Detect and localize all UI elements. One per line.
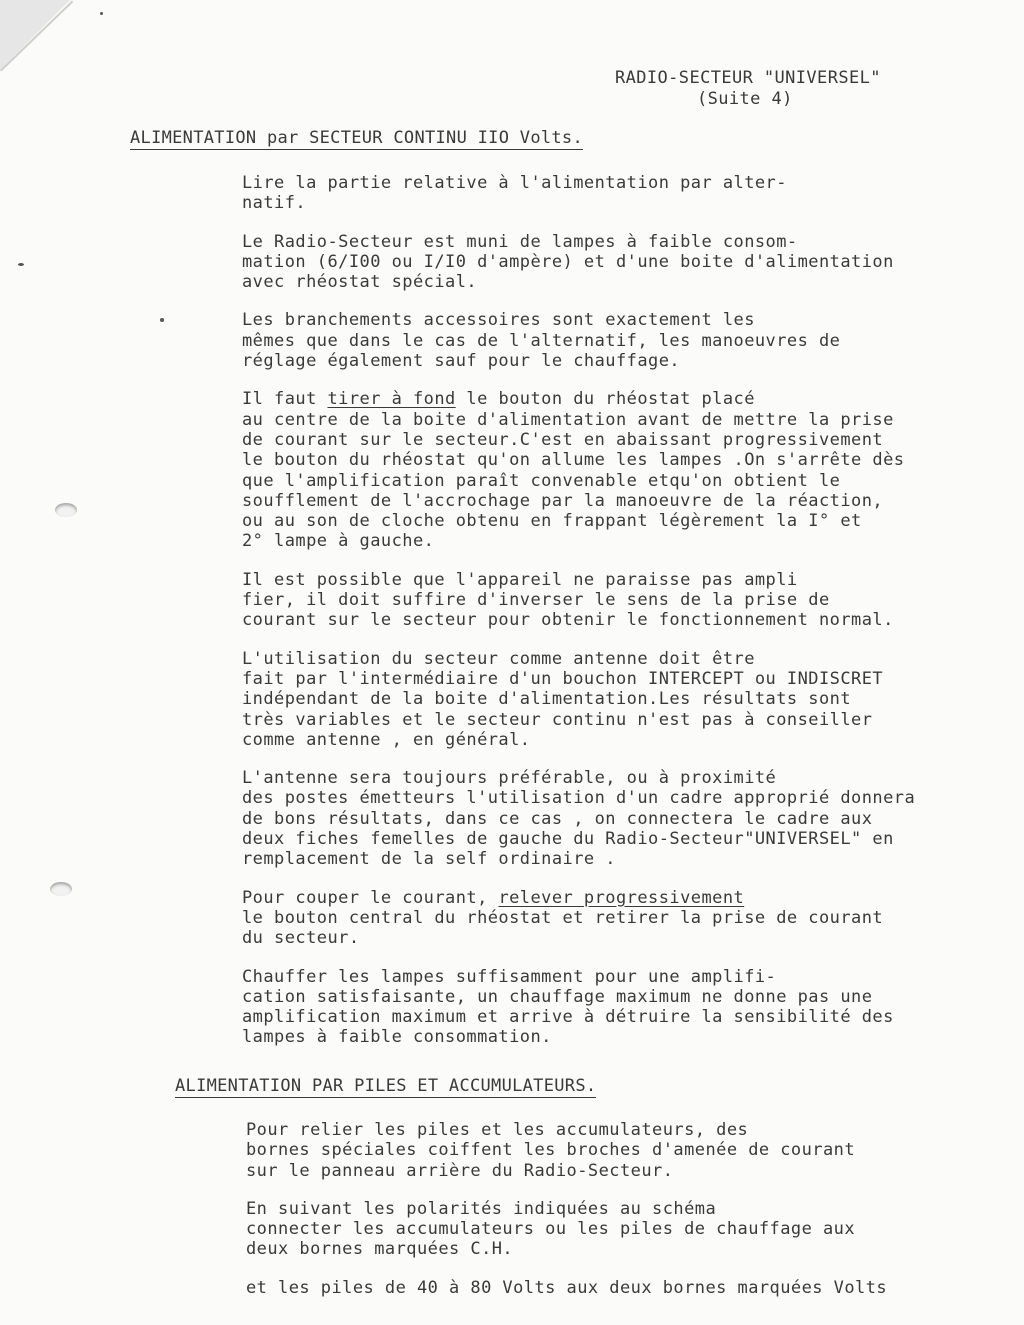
paragraph: Pour relier les piles et les accumulateurs, des bornes spéciales coiffent les broches d'amenée de courant sur le panneau arrière du Radio-Secteur. (246, 1120, 856, 1181)
paragraph: Les branchements accessoires sont exactement les mêmes que dans le cas de l'alternatif, les manoeuvres de réglage également sauf pour le chauffage. (242, 310, 841, 372)
section-body-secteur-continu (242, 173, 1002, 1066)
section-body-piles-accumulateurs (246, 1120, 1006, 1316)
paragraph (242, 389, 1002, 551)
paragraph-text: le bouton central du rhéostat et retirer la prise de courant du secteur. (242, 907, 884, 949)
header-title: RADIO-SECTEUR "UNIVERSEL" (615, 68, 881, 88)
paragraph (242, 888, 1002, 949)
punch-hole-lower (50, 882, 72, 896)
paragraph: Il est possible que l'appareil ne paraisse pas ampli fier, il doit suffire d'inverser le sens de la prise de courant sur le secteur pour obtenir le fonctionnement normal. (242, 569, 894, 631)
paragraph: L'antenne sera toujours préférable, ou à proximité des postes émetteurs l'utilisation d'un cadre approprié donnera de bons résultats, dans ce cas , on connectera le cadre aux deux fiches femelles de gauche du Radio-Secteur"UNIVERSEL" en remplacement de la self ordinaire . (242, 768, 916, 870)
paragraph: Lire la partie relative à l'alimentation par alter- natif. (242, 173, 787, 214)
paragraph: L'utilisation du secteur comme antenne doit être fait par l'intermédiaire d'un bouchon INTERCEPT ou INDISCRET indépendant de la boite d'alimentation.Les résultats sont très variables et le secteur continu n'est pas à conseiller comme antenne , en général. (242, 648, 884, 750)
underlined-phrase: relever progressivement (498, 887, 745, 908)
paragraph-text: Pour couper le courant, (242, 887, 499, 908)
header-subtitle: (Suite 4) (697, 89, 793, 109)
ink-speck (100, 12, 103, 15)
paragraph-text: le bouton du rhéostat placé au centre de la boite d'alimentation avant de mettre la prise de courant sur le secteur.C'est en abaissant progressivement le bouton du rhéostat qu'on allume les lampes .On s'arrête dès que l'amplification paraît convenable etqu'on obtient le soufflement de l'accrochage par la manoeuvre de la réaction, ou au son de cloche obtenu en frappant légèrement la I° et 2° lampe à gauche. (242, 389, 905, 552)
section-title-piles-accumulateurs: ALIMENTATION PAR PILES ET ACCUMULATEURS. (175, 1076, 597, 1096)
section-title-secteur-continu: ALIMENTATION par SECTEUR CONTINU IIO Volts. (130, 128, 583, 148)
paragraph: Chauffer les lampes suffisamment pour une amplifi- cation satisfaisante, un chauffage maximum ne donne pas une amplification maximum et arrive à détruire la sensibilité des lampes à faible consommation. (242, 966, 894, 1048)
underlined-phrase: tirer à fond (327, 389, 456, 410)
paragraph: Le Radio-Secteur est muni de lampes à faible consom- mation (6/I00 ou I/I0 d'ampère) et d'une boite d'alimentation avec rhéostat spécial. (242, 231, 894, 293)
ink-speck (18, 263, 24, 266)
paragraph: et les piles de 40 à 80 Volts aux deux bornes marquées Volts (246, 1277, 888, 1298)
ink-speck (160, 318, 164, 322)
paragraph-text: Il faut (242, 389, 328, 410)
punch-hole-upper (55, 503, 77, 517)
paragraph: En suivant les polarités indiquées au schéma connecter les accumulateurs ou les piles de chauffage aux deux bornes marquées C.H. (246, 1198, 856, 1260)
document-header (615, 68, 955, 110)
